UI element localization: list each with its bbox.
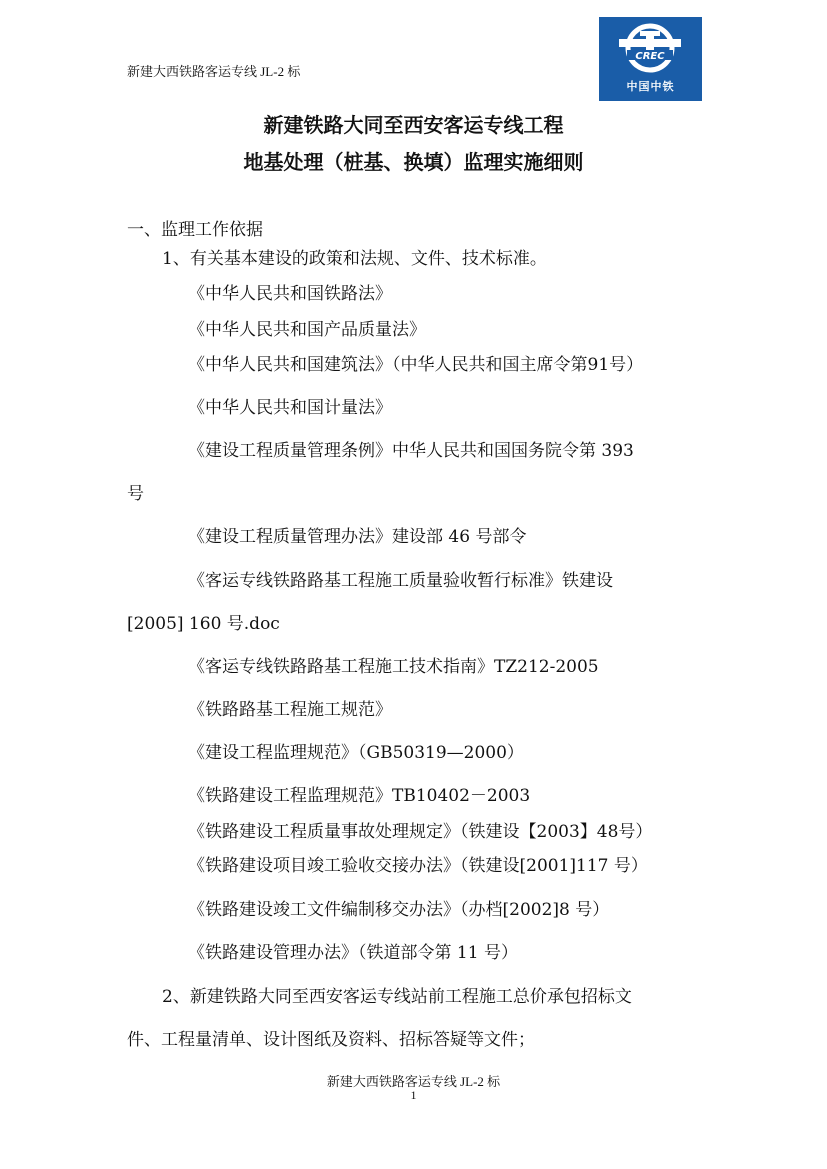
law-reference-continued: [2005] 160 号.doc xyxy=(127,614,280,634)
law-reference: 《铁路路基工程施工规范》 xyxy=(188,700,392,720)
law-reference-continued: 号 xyxy=(127,484,144,504)
law-reference: 《铁路建设管理办法》（铁道部令第 11 号） xyxy=(188,943,518,963)
law-reference: 《中华人民共和国铁路法》 xyxy=(188,284,392,304)
section-heading: 一、监理工作依据 xyxy=(127,220,263,240)
list-item: 2、新建铁路大同至西安客运专线站前工程施工总价承包招标文 xyxy=(162,987,632,1007)
crec-logo xyxy=(599,17,702,101)
law-reference: 《建设工程质量管理办法》建设部 46 号部令 xyxy=(188,527,527,547)
law-reference: 《中华人民共和国计量法》 xyxy=(188,398,392,418)
list-item-continued: 件、工程量清单、设计图纸及资料、招标答疑等文件； xyxy=(127,1030,535,1050)
crec-emblem-label: CREC xyxy=(635,51,665,62)
page-header-text: 新建大西铁路客运专线 JL-2 标 xyxy=(127,64,301,79)
document-title-line2: 地基处理（桩基、换填）监理实施细则 xyxy=(243,150,584,174)
law-reference: 《中华人民共和国建筑法》（中华人民共和国主席令第91号） xyxy=(188,355,644,375)
document-title-line1: 新建铁路大同至西安客运专线工程 xyxy=(263,113,564,137)
law-reference: 《铁路建设工程监理规范》TB10402－2003 xyxy=(188,786,531,806)
page-number: 1 xyxy=(410,1088,417,1102)
law-reference: 《建设工程质量管理条例》中华人民共和国国务院令第 393 xyxy=(188,441,634,461)
law-reference: 《铁路建设工程质量事故处理规定》（铁建设【2003】48号） xyxy=(188,822,653,842)
crec-emblem-icon xyxy=(599,17,702,77)
law-reference: 《铁路建设竣工文件编制移交办法》（办档[2002]8 号） xyxy=(188,900,610,920)
law-reference: 《铁路建设项目竣工验收交接办法》（铁建设[2001]117 号） xyxy=(188,856,648,876)
law-reference: 《中华人民共和国产品质量法》 xyxy=(188,320,426,340)
law-reference: 《客运专线铁路路基工程施工质量验收暂行标准》铁建设 xyxy=(188,571,613,591)
law-reference: 《客运专线铁路路基工程施工技术指南》TZ212-2005 xyxy=(188,657,599,677)
law-reference: 《建设工程监理规范》（GB50319—2000） xyxy=(188,743,524,763)
page-footer-text: 新建大西铁路客运专线 JL-2 标 xyxy=(326,1074,501,1089)
list-item: 1、有关基本建设的政策和法规、文件、技术标准。 xyxy=(162,249,547,269)
logo-label: 中国中铁 xyxy=(626,80,675,93)
